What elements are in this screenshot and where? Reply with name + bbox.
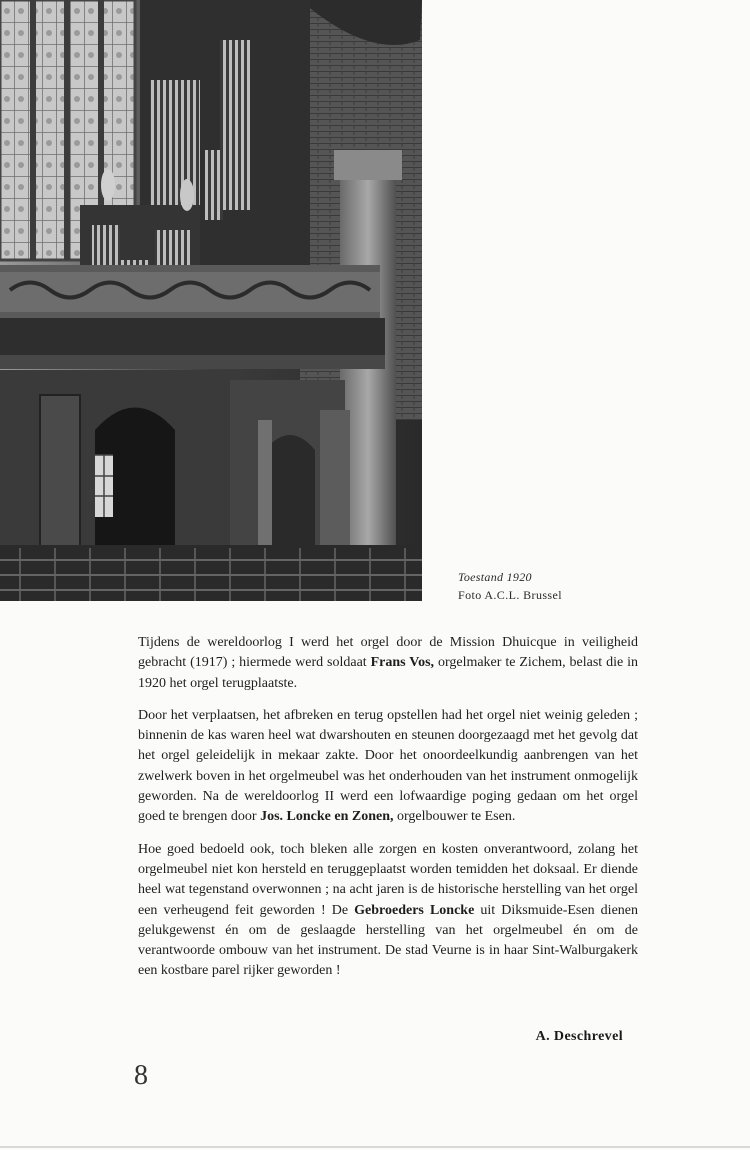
paragraph-1: [138, 633, 638, 694]
paragraph-1-text-c: orgelmaker te Zichem, belast die in 1920 het orgel terugplaatste.: [138, 655, 638, 691]
paragraph-1-text-a: Tijdens de wereldoorlog I werd het orgel door de Mission Dhuicque in veiligheid gebracht (1917) ; hiermede werd soldaat: [138, 635, 638, 671]
page-number: 8: [134, 1060, 148, 1091]
paragraph-3-text-c: uit Diksmuide-Esen dienen gelukgewenst én om de geslaagde herstelling van het orgelmeubel én om de verantwoorde ombouw van het instrument. De stad Veurne is in haar Sint-Walburgakerk een kostbare parel rijker geworden !: [138, 902, 639, 979]
organ-photo: [0, 0, 422, 601]
article-body: [138, 633, 638, 994]
paragraph-2: [138, 706, 638, 828]
caption-state: Toestand 1920: [458, 570, 532, 584]
author-signature: A. Deschrevel: [535, 1029, 623, 1044]
photo-caption: [458, 568, 562, 604]
caption-credit: Foto A.C.L. Brussel: [458, 588, 562, 602]
name-gebroeders-loncke: Gebroeders Loncke: [354, 902, 475, 918]
paragraph-3-text-a: Hoe goed bedoeld ook, toch bleken alle zorgen en kosten onverantwoord, zolang het orgelmeubel niet kon hersteld en teruggeplaatst worden temidden het doksaal. Er diende heel wat tegenstand overwonnen ; na acht jaren is de historische herstelling van het orgel een verheugend feit geworden ! De: [138, 841, 638, 918]
paragraph-2-text-a: Door het verplaatsen, het afbreken en terug opstellen had het orgel niet weinig geleden ; binnenin de kas waren heel wat dwarshouten en steunen doorgezaagd met het gevolg dat het orgel geleidelijk in mekaar zakte. Door het onoordeelkundig aanbrengen van het zwelwerk boven in het orgelmeubel was het onderhouden van het instrument onmogelijk geworden. Na de wereldoorlog II werd een lofwaardige poging gedaan om het orgel goed te brengen door: [138, 707, 638, 825]
name-jos-loncke: Jos. Loncke en Zonen,: [260, 809, 394, 825]
scan-edge-divider: [0, 1146, 750, 1148]
paragraph-2-text-c: orgelbouwer te Esen.: [393, 809, 516, 825]
paragraph-3: [138, 840, 638, 982]
name-frans-vos: Frans Vos,: [370, 655, 435, 671]
